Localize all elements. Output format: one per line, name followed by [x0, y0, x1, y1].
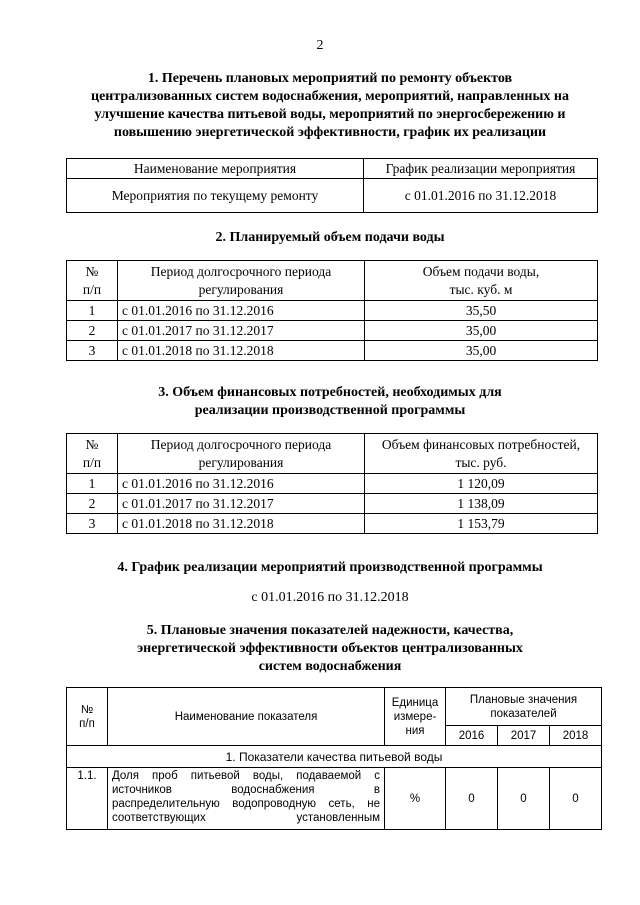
section3-title-line: реализации производственной программы [194, 403, 466, 418]
header-num-line2: п/п [82, 454, 102, 470]
row-num: 3 [67, 341, 118, 361]
header-finance-line1: Объем финансовых потребностей, [381, 436, 581, 452]
header-period [118, 434, 365, 474]
row-period: с 01.01.2017 по 31.12.2017 [118, 494, 365, 514]
header-unit [385, 688, 446, 746]
indicator-name-line: Доля проб питьевой воды, подаваемой с [112, 770, 380, 782]
section1-title-line: 1. Перечень плановых мероприятий по ремонту объектов [147, 71, 513, 86]
row-period: с 01.01.2016 по 31.12.2016 [118, 474, 365, 494]
section1-title-line: централизованных систем водоснабжения, мероприятий, направленных на [91, 89, 569, 104]
row-value: 35,50 [365, 301, 598, 321]
header-period-line2: регулирования [198, 454, 284, 470]
header-schedule: График реализации мероприятия [364, 159, 598, 179]
header-volume [365, 261, 598, 301]
row-num: 1 [67, 301, 118, 321]
row-num: 2 [67, 494, 118, 514]
header-num-line2: п/п [79, 717, 95, 730]
row-value-2017: 0 [498, 768, 550, 830]
schedule-cell: с 01.01.2016 по 31.12.2018 [364, 179, 598, 213]
header-volume-line2: тыс. куб. м [449, 281, 513, 297]
section5-title-line: систем водоснабжения [258, 659, 402, 674]
header-indicator: Наименование показателя [108, 688, 385, 746]
header-period-line2: регулирования [198, 281, 284, 297]
header-num-line1: № [85, 263, 99, 279]
header-num [67, 688, 108, 746]
header-finance-line2: тыс. руб. [455, 454, 507, 470]
section1-title [60, 70, 600, 142]
section2-title: 2. Планируемый объем подачи воды [215, 230, 445, 245]
row-unit: % [385, 768, 446, 830]
section5-title-line: 5. Плановые значения показателей надежности, качества, [146, 623, 514, 638]
section3-title [60, 384, 600, 420]
indicator-name-line: распределительную водопроводную сеть, не [112, 798, 380, 810]
row-period: с 01.01.2018 по 31.12.2018 [118, 514, 365, 534]
row-num: 1.1. [67, 768, 108, 830]
section2-table [66, 260, 598, 361]
row-value: 35,00 [365, 341, 598, 361]
indicator-name-line: соответствующих установленным [112, 812, 380, 824]
header-plan-line2: показателей [490, 707, 557, 720]
header-year-2018: 2018 [550, 726, 602, 746]
row-value: 35,00 [365, 321, 598, 341]
header-num-line2: п/п [82, 281, 102, 297]
header-period [118, 261, 365, 301]
header-activity: Наименование мероприятия [67, 159, 364, 179]
section1-title-line: повышению энергетической эффективности, график их реализации [113, 125, 547, 140]
header-year-2017: 2017 [498, 726, 550, 746]
row-value-2016: 0 [446, 768, 498, 830]
header-num [67, 434, 118, 474]
row-num: 2 [67, 321, 118, 341]
header-unit-line2: измере- [393, 710, 437, 723]
section5-title [60, 622, 600, 676]
indicator-name [108, 768, 385, 830]
section5-table [66, 687, 602, 830]
row-period: с 01.01.2017 по 31.12.2017 [118, 321, 365, 341]
header-unit-line1: Единица [391, 696, 439, 709]
row-num: 1 [67, 474, 118, 494]
row-num: 3 [67, 514, 118, 534]
section1-title-line: улучшение качества питьевой воды, мероприятий по энергосбережению и [94, 107, 566, 122]
row-value: 1 138,09 [365, 494, 598, 514]
page-number: 2 [316, 38, 324, 53]
row-period: с 01.01.2018 по 31.12.2018 [118, 341, 365, 361]
row-value: 1 120,09 [365, 474, 598, 494]
row-value-2018: 0 [550, 768, 602, 830]
row-period: с 01.01.2016 по 31.12.2016 [118, 301, 365, 321]
header-unit-line3: ния [405, 724, 425, 737]
header-year-2016: 2016 [446, 726, 498, 746]
section3-table [66, 433, 598, 534]
section5-title-line: энергетической эффективности объектов централизованных [137, 641, 523, 656]
header-volume-line1: Объем подачи воды, [422, 263, 540, 279]
section1-table [66, 158, 598, 213]
activity-cell: Мероприятия по текущему ремонту [67, 179, 364, 213]
header-plan [446, 688, 602, 726]
section3-title-line: 3. Объем финансовых потребностей, необходимых для [158, 385, 502, 400]
header-finance [365, 434, 598, 474]
header-num-line1: № [80, 703, 94, 716]
header-plan-line1: Плановые значения [469, 693, 578, 706]
section4-title: 4. График реализации мероприятий производственной программы [117, 560, 543, 575]
section4-period: с 01.01.2016 по 31.12.2018 [251, 590, 409, 605]
header-period-line1: Период долгосрочного периода [150, 263, 332, 279]
header-num [67, 261, 118, 301]
row-value: 1 153,79 [365, 514, 598, 534]
group-title: 1. Показатели качества питьевой воды [67, 746, 602, 768]
indicator-name-line: источников водоснабжения в [112, 784, 380, 796]
header-num-line1: № [85, 436, 99, 452]
header-period-line1: Период долгосрочного периода [150, 436, 332, 452]
